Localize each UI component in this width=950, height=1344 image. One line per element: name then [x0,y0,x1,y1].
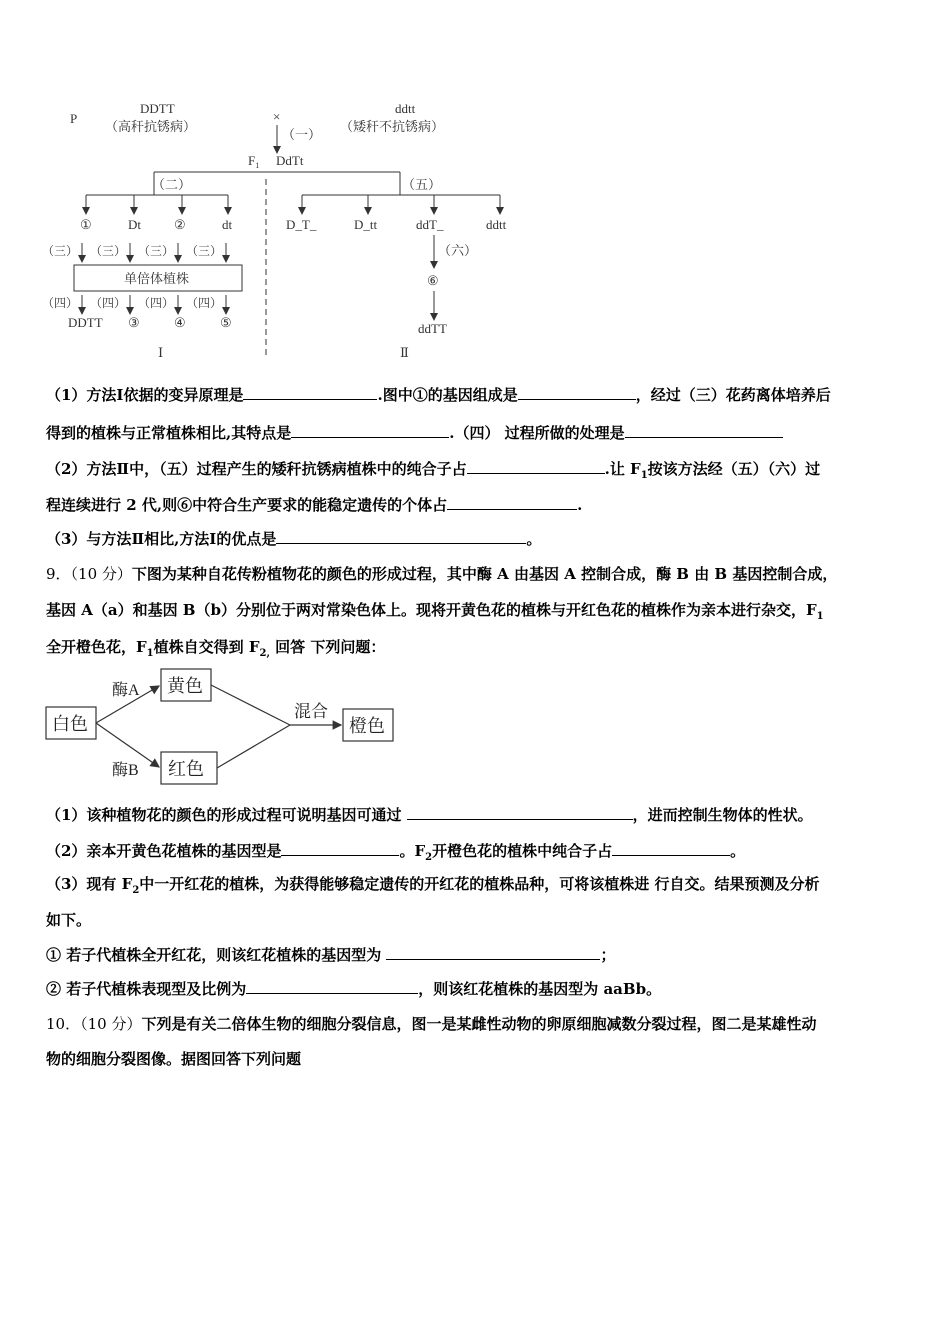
q9-part2: （2）亲本开黄色花植株的基因型是 。$F_2$开橙色花的植株中纯合子占 。 [46,842,746,863]
breeding-diagram [40,95,540,365]
q8-part1-line2: 得到的植株与正常植株相比,其特点是 .（四） 过程所做的处理是 [46,422,916,443]
method1-label: Ⅰ [158,345,164,360]
haploid-box-label: 单倍体植株 [124,271,190,286]
question-score: （10 分） [70,565,132,583]
q8-part3: （3）与方法Ⅱ相比,方法Ⅰ的优点是 。 [46,530,542,548]
red-label: 红色 [168,759,204,779]
orange-label: 橙色 [349,716,385,736]
question-number: 10． [46,1015,81,1033]
f1-genotype: DdTt [276,153,304,168]
f2-type-3: ddT_ [416,217,444,232]
gamete-2: Dt [128,217,141,232]
answer-blank[interactable] [625,422,783,438]
step4-label-1: （四） [42,296,79,310]
f1-label: $F_1$ [248,153,260,170]
step4-label-2: （四） [90,296,127,310]
answer-blank[interactable] [246,978,418,994]
answer-blank[interactable] [386,944,600,960]
q9-result1: ① 若子代植株全开红花，则该红花植株的基因型为 ； [46,946,616,964]
question-score: （10 分） [80,1015,142,1033]
q8-part2-line1: （2）方法Ⅱ中，（五）过程产生的矮秆抗锈病植株中的纯合子占 .让 $F_1$按该方法经（五）（六）过 [46,460,821,481]
result1-3: ④ [174,315,186,330]
step3-label-4: （三） [186,244,223,258]
enzyme-b-label: 酶B [112,762,139,779]
q10-line1: 10．（10 分）下列是有关二倍体生物的细胞分裂信息，图一是某雌性动物的卵原细胞减数分裂过程，图二是某雄性动 [46,1015,817,1033]
answer-blank[interactable] [518,384,636,400]
step2-label: （二） [152,177,192,192]
white-label: 白色 [52,714,88,734]
gamete-3: ② [174,217,186,232]
flower-color-diagram [40,665,410,790]
gamete-1: ① [80,217,92,232]
f2-type-2: D_tt [354,217,378,232]
p-label: P [70,111,78,126]
question-number: 9． [46,565,71,583]
f2-type-4: ddtt [486,217,507,232]
step4-label-3: （四） [138,296,175,310]
f2-type-1: D_T_ [286,217,317,232]
q9-part3-line1: （3）现有 $F_2$中一开红花的植株，为获得能够稳定遗传的开红花的植株品种，可将该植株进 行自交。结果预测及分析 [46,875,820,896]
answer-blank[interactable] [243,384,377,400]
step3-label-3: （三） [138,244,175,258]
result1-1: DDTT [68,315,103,330]
step4-label-4: （四） [186,296,223,310]
answer-blank[interactable] [612,840,730,856]
final-genotype: ddTT [418,321,447,336]
enzyme-a-label: 酶A [112,682,140,699]
step5-label: （五） [402,177,442,192]
q9-result2: ② 若子代植株表现型及比例为 ，则该红花植株的基因型为 aaBb。 [46,980,662,998]
q8-part1-line1: （1）方法Ⅰ依据的变异原理是 .图中①的基因组成是 ，经过（三）花药离体培养后 [46,386,831,404]
yellow-label: 黄色 [167,676,203,696]
parent2-phenotype: （矮秆不抗锈病） [340,119,445,134]
step1-label: （一） [282,127,322,142]
answer-blank[interactable] [291,422,449,438]
parent2-genotype: ddtt [395,101,416,116]
circle6: ⑥ [427,273,439,288]
answer-blank[interactable] [281,840,399,856]
step6-label: （六） [438,243,478,258]
q9-part1: （1）该种植物花的颜色的形成过程可说明基因可通过 ，进而控制生物体的性状。 [46,806,813,824]
answer-blank[interactable] [276,528,526,544]
answer-blank[interactable] [447,494,577,510]
cross-symbol: × [273,109,281,124]
answer-blank[interactable] [407,804,633,820]
mix-label: 混合 [294,702,328,721]
q8-part2-line2: 程连续进行 2 代,则⑥中符合生产要求的能稳定遗传的个体占 . [46,496,583,514]
q9-line3: 全开橙色花，$F_1$植株自交得到 $F_{2,}$ 回答 下列问题： [46,638,386,659]
q9-line2: 基因 A（a）和基因 B（b）分别位于两对常染色体上。现将开黄色花的植株与开红色花的植株作为亲本进行杂交，$F_1$ [46,601,824,622]
q9-line1: 9．（10 分）下图为某种自花传粉植物花的颜色的形成过程，其中酶 A 由基因 A 控制合成，酶 B 由 B 基因控制合成， [46,565,838,583]
parent1-phenotype: （高秆抗锈病） [105,119,197,134]
parent1-genotype: DDTT [140,101,175,116]
q10-line2: 物的细胞分裂图像。据图回答下列问题 [46,1050,302,1068]
step3-label-2: （三） [90,244,127,258]
gamete-4: dt [222,217,233,232]
step3-label-1: （三） [42,244,79,258]
method2-label: Ⅱ [400,345,409,360]
answer-blank[interactable] [467,458,605,474]
q9-part3-line2: 如下。 [46,911,92,929]
result1-4: ⑤ [220,315,232,330]
result1-2: ③ [128,315,140,330]
